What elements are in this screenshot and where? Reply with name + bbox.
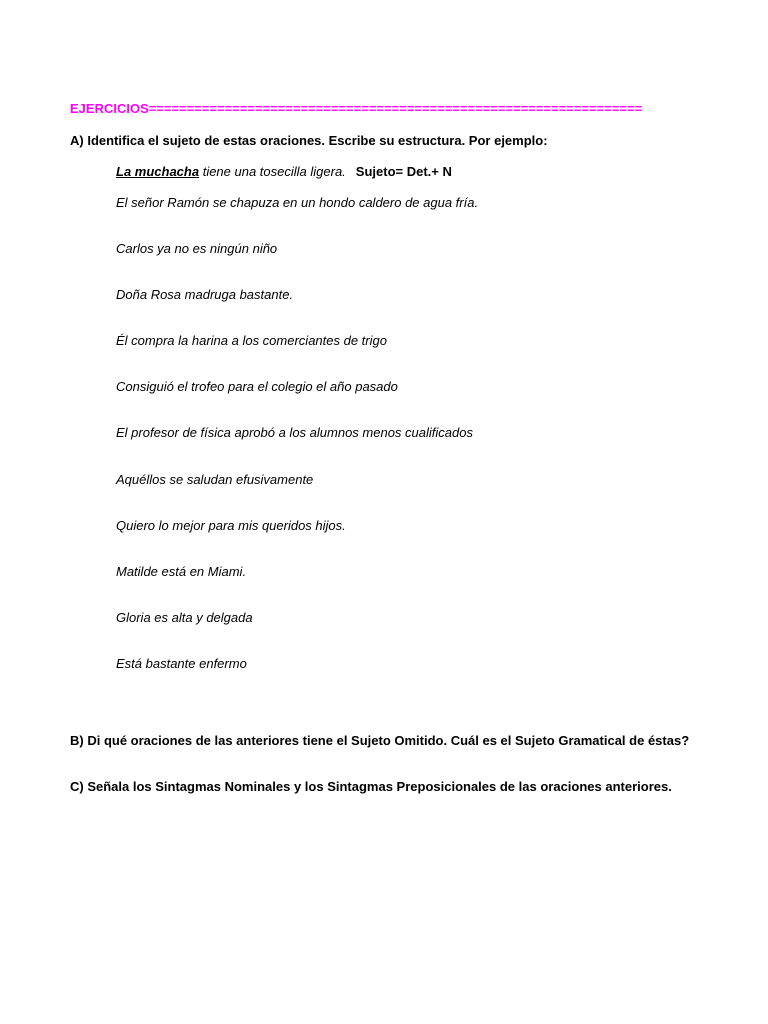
sentence-item: Él compra la harina a los comerciantes de trigo <box>116 333 387 349</box>
example-predicate: tiene una tosecilla ligera. <box>199 164 346 179</box>
sentence-list <box>116 195 478 702</box>
question-a: A) Identifica el sujeto de estas oraciones. Escribe su estructura. Por ejemplo: <box>70 133 548 148</box>
exercises-heading: EJERCICIOS================================================================= <box>70 101 643 116</box>
sentence-item: Consiguió el trofeo para el colegio el año pasado <box>116 379 398 395</box>
example-structure: Sujeto= Det.+ N <box>355 164 452 179</box>
question-c: C) Señala los Sintagmas Nominales y los Sintagmas Preposicionales de las oraciones anteriores. <box>70 779 672 794</box>
example-subject: La muchacha <box>116 164 200 179</box>
sentence-item: Gloria es alta y delgada <box>116 609 253 625</box>
example-line <box>116 164 452 179</box>
sentence-item: El señor Ramón se chapuza en un hondo caldero de agua fría. <box>116 195 479 210</box>
sentence-item: Matilde está en Miami. <box>116 563 247 579</box>
question-b: B) Di qué oraciones de las anteriores tiene el Sujeto Omitido. Cuál es el Sujeto Gramatical de éstas? <box>70 733 690 748</box>
sentence-item: Quiero lo mejor para mis queridos hijos. <box>116 517 346 533</box>
sentence-item: Carlos ya no es ningún niño <box>116 241 278 257</box>
sentence-item: Aquéllos se saludan efusivamente <box>116 471 314 487</box>
sentence-item: Doña Rosa madruga bastante. <box>116 287 294 303</box>
sentence-item: Está bastante enfermo <box>116 655 247 671</box>
sentence-item: El profesor de física aprobó a los alumnos menos cualificados <box>116 425 473 441</box>
